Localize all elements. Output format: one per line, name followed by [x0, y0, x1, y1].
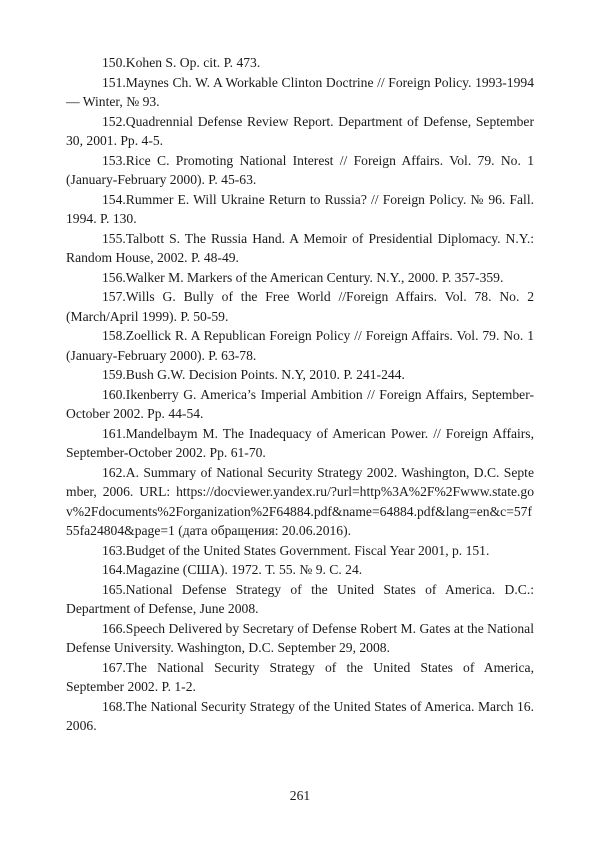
reference-number: 161.: [102, 425, 126, 441]
reference-text: Budget of the United States Government. Fiscal Year 2001, p. 151.: [125, 542, 490, 558]
reference-number: 157.: [102, 289, 126, 304]
reference-text: Speech Delivered by Secretary of Defense Robert M. Gates at the National Defense University. Washington, D.C. September 29, 2008.: [66, 620, 534, 655]
reference-number: 159.: [102, 367, 126, 382]
reference-text: Talbott S. The Russia Hand. A Memoir of Presidential Diplomacy. N.Y.: Random House, 2002. P. 48-49.: [66, 230, 534, 265]
reference-item: [66, 541, 534, 561]
reference-item: [66, 365, 534, 385]
reference-text: A. Summary of National Security Strategy 2002. Washington, D.C. September, 2006. URL: https://docviewer.yandex.ru/?url=http%3A%2F%2Fwww.state.gov%2Fdocuments%2Forganization%2F64884.pdf&name=64884.pdf&lang=en&c=57f55fa24804&page=1 (дата обращения: 20.06.2016).: [66, 464, 534, 538]
reference-text: Ikenberry G. America’s Imperial Ambition // Foreign Affairs, September-October 2002. Pp. 44-54.: [66, 386, 534, 421]
reference-text: The National Security Strategy of the United States of America, September 2002. P. 1-2.: [66, 659, 534, 694]
reference-number: 156.: [102, 269, 126, 285]
reference-text: Zoellick R. A Republican Foreign Policy // Foreign Affairs. Vol. 79. No. 1 (January-February 2000). P. 63-78.: [66, 328, 534, 363]
reference-item: [66, 463, 534, 541]
reference-item: [66, 658, 534, 697]
reference-number: 163.: [102, 542, 126, 558]
reference-number: 166.: [102, 620, 126, 636]
reference-text: Magazine (США). 1972. Т. 55. № 9. С. 24.: [125, 562, 363, 577]
page-number: 261: [289, 788, 311, 803]
reference-item: [66, 385, 534, 424]
reference-text: National Defense Strategy of the United States of America. D.C.: Department of Defense, June 2008.: [66, 581, 534, 616]
reference-item: [66, 697, 534, 736]
reference-number: 150.: [102, 55, 126, 70]
reference-number: 158.: [102, 328, 126, 343]
reference-number: 167.: [102, 659, 126, 675]
reference-number: 160.: [102, 386, 126, 402]
reference-item: [66, 560, 534, 580]
reference-text: The National Security Strategy of the United States of America. March 16. 2006.: [66, 698, 534, 733]
reference-number: 162.: [102, 464, 126, 480]
reference-item: [66, 287, 534, 326]
reference-text: Wills G. Bully of the Free World //Foreign Affairs. Vol. 78. No. 2 (March/April 1999). P. 50-59.: [66, 289, 534, 324]
reference-text: Rummer E. Will Ukraine Return to Russia? // Foreign Policy. № 96. Fall. 1994. P. 130.: [66, 191, 534, 226]
reference-number: 165.: [102, 581, 126, 597]
reference-number: 168.: [102, 698, 126, 714]
reference-list: [66, 53, 534, 736]
reference-text: Walker M. Markers of the American Century. N.Y., 2000. P. 357-359.: [125, 269, 504, 285]
reference-number: 154.: [102, 191, 126, 207]
reference-item: [66, 190, 534, 229]
reference-item: [66, 151, 534, 190]
reference-item: [66, 424, 534, 463]
reference-number: 164.: [102, 562, 126, 577]
reference-item: [66, 619, 534, 658]
reference-number: 155.: [102, 230, 126, 246]
reference-item: [66, 53, 534, 73]
reference-item: [66, 73, 534, 112]
reference-item: [66, 229, 534, 268]
reference-text: Kohen S. Op. cit. P. 473.: [125, 55, 261, 70]
reference-item: [66, 326, 534, 365]
reference-text: Mandelbaym M. The Inadequacy of American Power. // Foreign Affairs, September-October 2002. Pp. 61-70.: [66, 425, 534, 460]
reference-item: [66, 112, 534, 151]
reference-item: [66, 268, 534, 288]
reference-item: [66, 580, 534, 619]
reference-number: 151.: [102, 74, 126, 90]
reference-number: 152.: [102, 113, 126, 129]
reference-number: 153.: [102, 152, 126, 168]
reference-text: Quadrennial Defense Review Report. Department of Defense, September 30, 2001. Pp. 4-5.: [66, 113, 534, 148]
reference-text: Rice C. Promoting National Interest // Foreign Affairs. Vol. 79. No. 1 (January-February 2000). P. 45-63.: [66, 152, 534, 187]
reference-text: Maynes Ch. W. A Workable Clinton Doctrine // Foreign Policy. 1993-1994 — Winter, № 93.: [66, 74, 534, 109]
reference-text: Bush G.W. Decision Points. N.Y, 2010. P. 241-244.: [125, 367, 405, 382]
